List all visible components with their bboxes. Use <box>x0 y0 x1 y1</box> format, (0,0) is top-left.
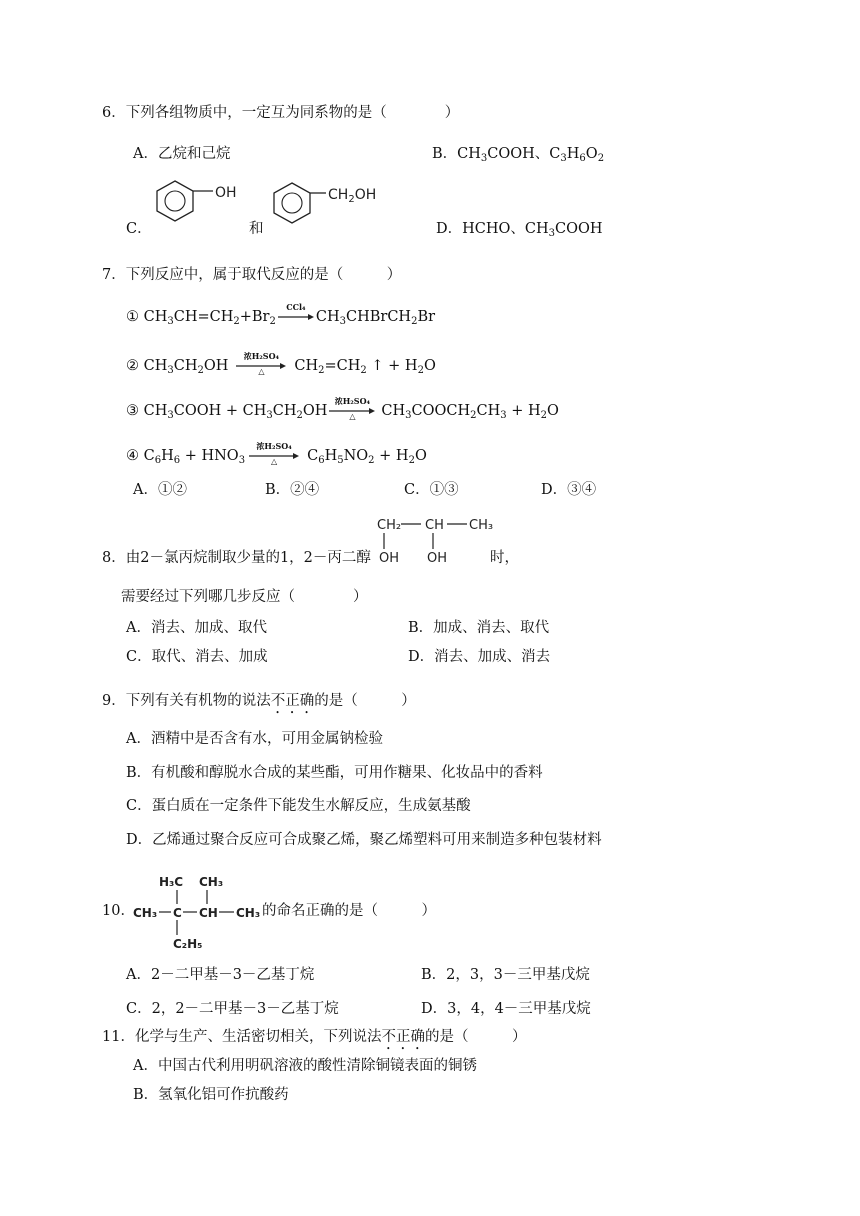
svg-text:H₃C: H₃C <box>159 875 184 889</box>
q11-option-a: A．中国古代利用明矾溶液的酸性清除铜镜表面的铜锈 <box>133 1058 477 1074</box>
svg-text:CH₃: CH₃ <box>469 518 494 533</box>
benzyl-alcohol-structure <box>272 180 392 230</box>
q7-reaction-1: ① $CH_3CH=CH_2+Br_2$ CCl₄ $CH_3CHBrCH_2Br$ <box>126 302 436 327</box>
svg-text:CH₃: CH₃ <box>199 875 224 889</box>
q9-option-c: C．蛋白质在一定条件下能发生水解反应，生成氨基酸 <box>126 798 471 814</box>
q7-reaction-4: ④ $C_6H_6 + HNO_3$ 浓H₂SO₄ △ $C_6H_5NO_2 + H_2O$ <box>126 441 427 466</box>
phenol-structure <box>155 178 245 228</box>
q11-stem: 11．化学与生产、生活密切相关，下列说法不正确的是（ ） <box>102 1029 527 1045</box>
q7-option-d: D．③④ <box>541 482 597 498</box>
propanediol-structure <box>375 515 495 570</box>
q8-option-a: A．消去、加成、取代 <box>126 620 267 636</box>
conc-h2so4-arrow: 浓H₂SO₄ △ <box>236 363 286 369</box>
ccl4-arrow: CCl₄ <box>278 314 314 320</box>
q6-stem: 6．下列各组物质中，一定互为同系物的是（ ） <box>102 105 460 121</box>
svg-text:CH2OH: $CH_2OH$ <box>328 187 377 205</box>
q6-option-b: B．$CH_3COOH$、$C_3H_6O_2$ <box>432 146 605 164</box>
q6-option-c-and: 和 <box>249 221 264 237</box>
q8-option-d: D．消去、加成、消去 <box>408 649 551 665</box>
svg-text:C: C <box>173 906 182 920</box>
q9-stem: 9．下列有关有机物的说法不正确的是（ ） <box>102 693 416 709</box>
q7-reaction-3: ③ $CH_3COOH + CH_3CH_2OH$ 浓H₂SO₄ △ $CH_3COOCH_2CH_3 + H_2O$ <box>126 396 559 421</box>
q10-option-d: D．3，4，4－三甲基戊烷 <box>421 1001 591 1017</box>
q11-option-b: B．氢氧化铝可作抗酸药 <box>133 1087 289 1103</box>
q8-option-b: B．加成、消去、取代 <box>408 620 550 636</box>
svg-text:CH: CH <box>425 518 444 533</box>
q9-option-a: A．酒精中是否含有水，可用金属钠检验 <box>126 731 383 747</box>
q7-option-b: B．②④ <box>265 482 320 498</box>
svg-text:CH₃: CH₃ <box>133 906 158 920</box>
q6-option-c-label: C． <box>126 221 152 237</box>
svg-text:CH₂: CH₂ <box>377 518 402 533</box>
alkane-structure <box>133 872 263 952</box>
svg-text:CH₃: CH₃ <box>236 906 261 920</box>
q10-number: 10． <box>102 903 135 919</box>
q9-option-b: B．有机酸和醇脱水合成的某些酯，可用作糖果、化妆品中的香料 <box>126 765 543 781</box>
conc-h2so4-arrow: 浓H₂SO₄ △ <box>329 408 375 414</box>
q10-option-a: A．2－二甲基－3－乙基丁烷 <box>126 967 315 983</box>
q8-stem-line2: 需要经过下列哪几步反应（ ） <box>121 589 368 605</box>
conc-h2so4-arrow: 浓H₂SO₄ △ <box>249 453 299 459</box>
svg-text:C₂H₅: C₂H₅ <box>173 937 203 951</box>
q7-option-c: C．①③ <box>404 482 459 498</box>
q6-option-d: D．HCHO、$CH_3COOH$ <box>436 221 603 239</box>
q7-reaction-2: ② $CH_3CH_2OH$ 浓H₂SO₄ △ $CH_2=CH_2$ ↑ + $H_2O$ <box>126 351 436 376</box>
q6-option-a: A．乙烷和己烷 <box>133 146 231 162</box>
q10-option-c: C．2，2－二甲基－3－乙基丁烷 <box>126 1001 339 1017</box>
q7-stem: 7．下列反应中，属于取代反应的是（ ） <box>102 267 402 283</box>
q7-option-a: A．①② <box>133 482 187 498</box>
q10-option-b: B．2，3，3－三甲基戊烷 <box>421 967 590 983</box>
svg-text:CH: CH <box>199 906 218 920</box>
q8-stem: 8．由2－氯丙烷制取少量的1，2－丙二醇 <box>102 550 371 566</box>
q9-option-d: D．乙烯通过聚合反应可合成聚乙烯，聚乙烯塑料可用来制造多种包装材料 <box>126 832 602 848</box>
q8-option-c: C．取代、消去、加成 <box>126 649 268 665</box>
svg-text:OH: OH <box>215 185 237 201</box>
svg-text:OH: OH <box>427 551 448 566</box>
q8-stem-end: 时， <box>490 550 519 566</box>
svg-text:OH: OH <box>379 551 400 566</box>
q10-stem: 的命名正确的是（ ） <box>262 903 436 919</box>
